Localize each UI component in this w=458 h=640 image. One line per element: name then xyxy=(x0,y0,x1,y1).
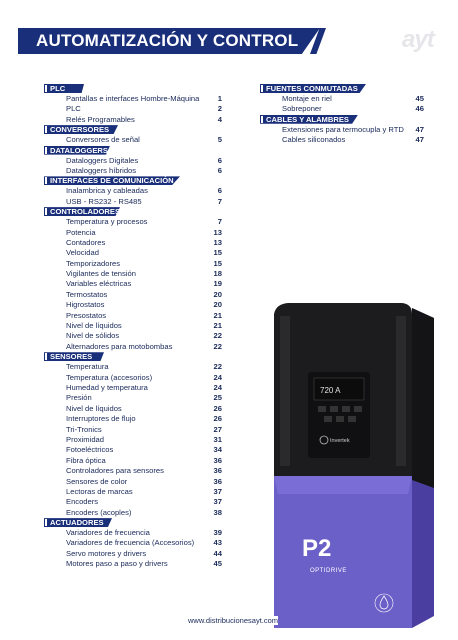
toc-entry[interactable] xyxy=(260,125,424,135)
toc-entry-page: 22 xyxy=(213,331,222,341)
toc-entry-label: Extensiones para termocupla y RTD xyxy=(282,124,404,134)
toc-entry-label: Fotoeléctricos xyxy=(66,445,114,455)
toc-entry-page: 5 xyxy=(217,135,222,145)
toc-entry[interactable] xyxy=(44,477,222,487)
model-mark: P2 xyxy=(302,535,332,562)
toc-entry-page: 36 xyxy=(213,476,222,486)
toc-entry-page: 1 xyxy=(217,94,222,103)
footer-url[interactable]: www.distribucionesayt.com xyxy=(188,616,279,625)
section-header xyxy=(44,125,222,135)
section-title: SENSORES xyxy=(50,352,93,362)
toc-entry[interactable] xyxy=(44,197,222,207)
toc-entry-page: 13 xyxy=(213,227,222,237)
toc-entry-page: 45 xyxy=(415,94,424,103)
toc-entry-page: 47 xyxy=(415,124,424,134)
toc-entry[interactable] xyxy=(44,166,222,176)
toc-entry-page: 24 xyxy=(213,372,222,382)
toc-entry-page: 24 xyxy=(213,382,222,392)
toc-entry-label: Variadores de frecuencia (Accesorios) xyxy=(66,538,195,548)
toc-entry-page: 31 xyxy=(213,434,222,444)
section-title: PLC xyxy=(50,84,66,93)
page-header xyxy=(0,28,458,54)
toc-entry[interactable] xyxy=(44,538,222,548)
toc-entry[interactable] xyxy=(44,414,222,424)
brand-logo: ayt xyxy=(402,26,434,53)
toc-entry[interactable] xyxy=(44,456,222,466)
toc-entry-page: 13 xyxy=(213,237,222,247)
toc-entry-page: 20 xyxy=(213,300,222,310)
toc-entry[interactable] xyxy=(44,269,222,279)
toc-entry[interactable] xyxy=(44,217,222,227)
toc-entry-label: Temperatura (accesorios) xyxy=(66,372,153,382)
toc-entry-label: Presión xyxy=(66,393,92,403)
drive-top-side xyxy=(412,308,434,488)
keypad-button-3 xyxy=(342,406,350,412)
display-readout: 720 A xyxy=(320,386,341,395)
toc-entry[interactable] xyxy=(44,549,222,559)
toc-entry[interactable] xyxy=(260,94,424,104)
toc-left-column xyxy=(44,84,222,570)
keypad-button-1 xyxy=(318,406,326,412)
keypad-button-7 xyxy=(348,416,356,422)
toc-entry[interactable] xyxy=(260,104,424,114)
toc-entry-label: Controladores para sensores xyxy=(66,466,164,476)
section-title: DATALOGGERS xyxy=(50,145,108,155)
toc-entry-page: 27 xyxy=(213,424,222,434)
toc-entry[interactable] xyxy=(44,228,222,238)
toc-entry[interactable] xyxy=(44,300,222,310)
toc-entry-label: Nivel de líquidos xyxy=(66,403,122,413)
toc-entry-label: Contadores xyxy=(66,237,106,247)
toc-entry-label: Servo motores y drivers xyxy=(66,548,147,558)
toc-entry-page: 6 xyxy=(217,165,222,175)
toc-entry[interactable] xyxy=(44,115,222,125)
toc-entry-page: 47 xyxy=(415,135,424,145)
toc-entry-page: 18 xyxy=(213,269,222,279)
section-title: CONTROLADORES xyxy=(50,207,121,217)
toc-entry-label: Tri-Tronics xyxy=(66,424,102,434)
drive-purple-highlight xyxy=(274,476,412,494)
toc-entry[interactable] xyxy=(44,331,222,341)
toc-entry[interactable] xyxy=(44,259,222,269)
toc-entry-page: 2 xyxy=(217,104,222,114)
toc-entry[interactable] xyxy=(44,497,222,507)
toc-entry-page: 38 xyxy=(213,507,222,517)
toc-entry-page: 20 xyxy=(213,289,222,299)
section-title: CONVERSORES xyxy=(50,125,110,135)
toc-entry-label: Temperatura y procesos xyxy=(66,217,148,227)
toc-entry-page: 25 xyxy=(213,393,222,403)
toc-entry-label: Conversores de señal xyxy=(66,135,140,145)
toc-entry-page: 34 xyxy=(213,445,222,455)
toc-entry-page: 22 xyxy=(213,341,222,351)
toc-entry[interactable] xyxy=(260,135,424,145)
brand-text: Invertek xyxy=(330,438,350,444)
toc-entry[interactable] xyxy=(44,279,222,289)
toc-entry[interactable] xyxy=(44,466,222,476)
toc-entry-label: Presostatos xyxy=(66,310,107,320)
toc-entry-label: Motores paso a paso y drivers xyxy=(66,559,168,569)
section-title: CABLES Y ALAMBRES xyxy=(266,114,349,124)
section-header xyxy=(44,146,222,156)
toc-entry-label: Nivel de sólidos xyxy=(66,331,120,341)
section-header xyxy=(44,352,222,362)
toc-entry-page: 26 xyxy=(213,414,222,424)
toc-entry-label: Alternadores para motobombas xyxy=(66,341,173,351)
toc-entry-label: Higrostatos xyxy=(66,300,105,310)
toc-entry-page: 21 xyxy=(213,310,222,320)
section-header xyxy=(44,207,222,217)
toc-entry-page: 45 xyxy=(213,559,222,569)
toc-entry-label: Sobreponer xyxy=(282,104,322,114)
toc-entry-label: Encoders (acoples) xyxy=(66,507,132,517)
section-header xyxy=(260,84,424,94)
toc-entry-label: Relés Programables xyxy=(66,114,135,124)
toc-entry-label: Temperatura xyxy=(66,362,109,372)
toc-entry-label: Variables eléctricas xyxy=(66,279,132,289)
toc-entry-label: Inalambrica y cableadas xyxy=(66,186,148,196)
drive-purple-body xyxy=(274,476,412,628)
toc-entry[interactable] xyxy=(44,373,222,383)
toc-entry-label: Sensores de color xyxy=(66,476,128,486)
toc-entry-label: Temporizadores xyxy=(66,258,121,268)
toc-entry[interactable] xyxy=(44,362,222,372)
toc-entry[interactable] xyxy=(44,383,222,393)
toc-entry-label: USB - RS232 - RS485 xyxy=(66,196,142,206)
section-header xyxy=(44,176,222,186)
toc-entry-page: 4 xyxy=(217,114,222,124)
toc-entry-label: Montaje en riel xyxy=(282,94,332,103)
toc-entry[interactable] xyxy=(44,104,222,114)
toc-entry-label: Vigilantes de tensión xyxy=(66,269,136,279)
keypad-button-6 xyxy=(336,416,344,422)
toc-entry-page: 15 xyxy=(213,248,222,258)
toc-entry-page: 43 xyxy=(213,538,222,548)
toc-entry-label: Encoders xyxy=(66,497,99,507)
toc-entry[interactable] xyxy=(44,508,222,518)
toc-entry[interactable] xyxy=(44,393,222,403)
section-header xyxy=(44,84,222,94)
toc-entry-page: 37 xyxy=(213,497,222,507)
toc-entry-label: Pantallas e interfaces Hombre-Máquina xyxy=(66,94,200,103)
toc-entry[interactable] xyxy=(44,487,222,497)
keypad-button-5 xyxy=(324,416,332,422)
toc-entry-page: 39 xyxy=(213,528,222,538)
toc-entry-page: 15 xyxy=(213,258,222,268)
toc-entry[interactable] xyxy=(44,186,222,196)
toc-entry-page: 36 xyxy=(213,455,222,465)
keypad-button-2 xyxy=(330,406,338,412)
toc-entry[interactable] xyxy=(44,342,222,352)
toc-entry[interactable] xyxy=(44,321,222,331)
toc-entry[interactable] xyxy=(44,435,222,445)
toc-entry-page: 6 xyxy=(217,155,222,165)
toc-entry-label: Lectoras de marcas xyxy=(66,486,133,496)
toc-entry[interactable] xyxy=(44,238,222,248)
section-header xyxy=(44,518,222,528)
toc-entry-label: Variadores de frecuencia xyxy=(66,528,150,538)
toc-entry[interactable] xyxy=(44,290,222,300)
section-title: ACTUADORES xyxy=(50,518,104,528)
toc-entry[interactable] xyxy=(44,528,222,538)
keypad-button-4 xyxy=(354,406,362,412)
toc-entry-label: Potencia xyxy=(66,227,96,237)
toc-entry[interactable] xyxy=(44,156,222,166)
toc-right-column xyxy=(260,84,424,146)
toc-entry-page: 26 xyxy=(213,403,222,413)
toc-entry-label: Cables siliconados xyxy=(282,135,346,145)
toc-entry-page: 22 xyxy=(213,362,222,372)
toc-entry-label: Dataloggers Digitales xyxy=(66,155,139,165)
toc-entry[interactable] xyxy=(44,425,222,435)
toc-entry-page: 21 xyxy=(213,321,222,331)
toc-entry-label: PLC xyxy=(66,104,81,114)
drive-ridge-left xyxy=(280,316,290,466)
toc-entry-page: 36 xyxy=(213,466,222,476)
toc-entry-label: Velocidad xyxy=(66,248,99,258)
drive-ridge-right xyxy=(396,316,406,466)
section-header xyxy=(260,115,424,125)
toc-entry-page: 44 xyxy=(213,548,222,558)
toc-entry-page: 46 xyxy=(415,104,424,114)
toc-entry[interactable] xyxy=(44,445,222,455)
section-title: FUENTES CONMUTADAS xyxy=(266,84,358,93)
toc-entry-label: Proximidad xyxy=(66,434,104,444)
optidrive-product-image xyxy=(262,298,440,628)
toc-entry[interactable] xyxy=(44,311,222,321)
toc-entry[interactable] xyxy=(44,559,222,569)
toc-entry-page: 37 xyxy=(213,486,222,496)
toc-entry[interactable] xyxy=(44,135,222,145)
model-name: OPTIDRIVE xyxy=(310,568,347,574)
toc-entry-page: 19 xyxy=(213,279,222,289)
toc-entry-label: Termostatos xyxy=(66,289,108,299)
toc-entry[interactable] xyxy=(44,248,222,258)
toc-entry-page: 6 xyxy=(217,186,222,196)
page-title: AUTOMATIZACIÓN Y CONTROL xyxy=(36,31,299,50)
toc-entry-label: Dataloggers híbridos xyxy=(66,165,137,175)
toc-entry-label: Nivel de líquidos xyxy=(66,321,122,331)
toc-entry-page: 7 xyxy=(217,196,222,206)
toc-entry[interactable] xyxy=(44,404,222,414)
section-title: INTERFACES DE COMUNICACIÓN xyxy=(50,176,174,186)
toc-entry-label: Humedad y temperatura xyxy=(66,382,148,392)
toc-entry-label: Fibra óptica xyxy=(66,455,106,465)
toc-entry[interactable] xyxy=(44,94,222,104)
toc-entry-page: 7 xyxy=(217,217,222,227)
toc-entry-label: Interruptores de flujo xyxy=(66,414,136,424)
